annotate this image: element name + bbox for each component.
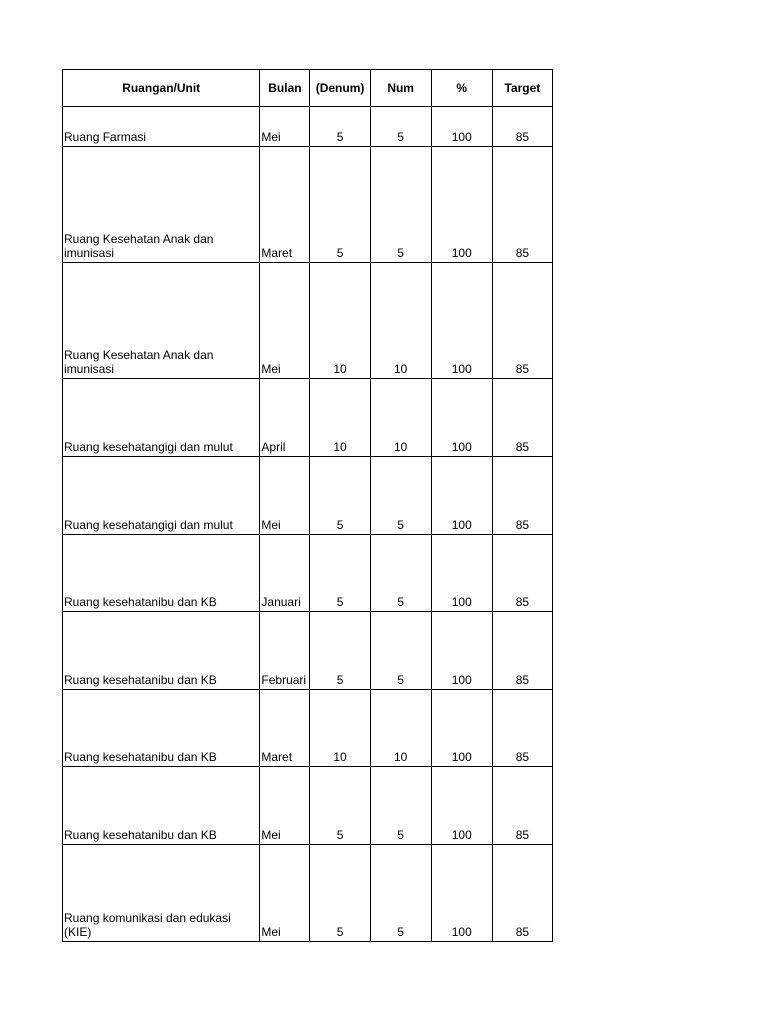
cell-num: 10 [370, 263, 431, 379]
cell-percent: 100 [431, 535, 492, 612]
table-row [63, 612, 553, 690]
header-num: Num [370, 70, 431, 107]
cell-num: 5 [370, 107, 431, 147]
cell-denum: 5 [310, 107, 370, 147]
cell-target: 85 [492, 690, 552, 767]
table-row [63, 767, 553, 845]
table-row [63, 379, 553, 457]
cell-num: 10 [370, 690, 431, 767]
cell-month: Februari [260, 612, 310, 690]
cell-num: 10 [370, 379, 431, 457]
cell-unit: Ruang Kesehatan Anak dan imunisasi [63, 263, 260, 379]
cell-percent: 100 [431, 147, 492, 263]
cell-month: Januari [260, 535, 310, 612]
cell-month: Maret [260, 690, 310, 767]
cell-target: 85 [492, 612, 552, 690]
cell-target: 85 [492, 457, 552, 535]
cell-unit: Ruang Kesehatan Anak dan imunisasi [63, 147, 260, 263]
cell-num: 5 [370, 147, 431, 263]
header-month: Bulan [260, 70, 310, 107]
cell-month: Mei [260, 845, 310, 942]
header-percent: % [431, 70, 492, 107]
spreadsheet-sheet [62, 69, 553, 942]
cell-month: Mei [260, 767, 310, 845]
cell-target: 85 [492, 147, 552, 263]
cell-denum: 5 [310, 147, 370, 263]
cell-num: 5 [370, 535, 431, 612]
cell-percent: 100 [431, 379, 492, 457]
cell-month: Mei [260, 263, 310, 379]
cell-target: 85 [492, 263, 552, 379]
cell-month: April [260, 379, 310, 457]
cell-month: Mei [260, 107, 310, 147]
cell-unit: Ruang kesehatanibu dan KB [63, 767, 260, 845]
cell-num: 5 [370, 767, 431, 845]
table-row [63, 845, 553, 942]
table-row [63, 107, 553, 147]
cell-denum: 5 [310, 457, 370, 535]
cell-unit: Ruang Farmasi [63, 107, 260, 147]
cell-target: 85 [492, 845, 552, 942]
cell-percent: 100 [431, 767, 492, 845]
cell-denum: 5 [310, 612, 370, 690]
table-row [63, 535, 553, 612]
cell-unit: Ruang komunikasi dan edukasi (KIE) [63, 845, 260, 942]
cell-denum: 10 [310, 690, 370, 767]
table-row [63, 263, 553, 379]
data-table [62, 69, 553, 942]
header-row [63, 70, 553, 107]
cell-percent: 100 [431, 457, 492, 535]
cell-denum: 5 [310, 767, 370, 845]
cell-denum: 10 [310, 379, 370, 457]
cell-percent: 100 [431, 690, 492, 767]
table-row [63, 147, 553, 263]
cell-target: 85 [492, 107, 552, 147]
cell-percent: 100 [431, 107, 492, 147]
cell-month: Maret [260, 147, 310, 263]
cell-num: 5 [370, 612, 431, 690]
header-denum: (Denum) [310, 70, 370, 107]
cell-target: 85 [492, 379, 552, 457]
cell-target: 85 [492, 767, 552, 845]
cell-denum: 5 [310, 845, 370, 942]
cell-num: 5 [370, 845, 431, 942]
cell-denum: 5 [310, 535, 370, 612]
table-row [63, 457, 553, 535]
header-target: Target [492, 70, 552, 107]
cell-month: Mei [260, 457, 310, 535]
table-row [63, 690, 553, 767]
cell-denum: 10 [310, 263, 370, 379]
cell-unit: Ruang kesehatangigi dan mulut [63, 457, 260, 535]
cell-percent: 100 [431, 612, 492, 690]
cell-unit: Ruang kesehatanibu dan KB [63, 690, 260, 767]
cell-unit: Ruang kesehatanibu dan KB [63, 612, 260, 690]
cell-num: 5 [370, 457, 431, 535]
cell-percent: 100 [431, 845, 492, 942]
cell-target: 85 [492, 535, 552, 612]
cell-unit: Ruang kesehatanibu dan KB [63, 535, 260, 612]
cell-percent: 100 [431, 263, 492, 379]
cell-unit: Ruang kesehatangigi dan mulut [63, 379, 260, 457]
header-unit: Ruangan/Unit [63, 70, 260, 107]
